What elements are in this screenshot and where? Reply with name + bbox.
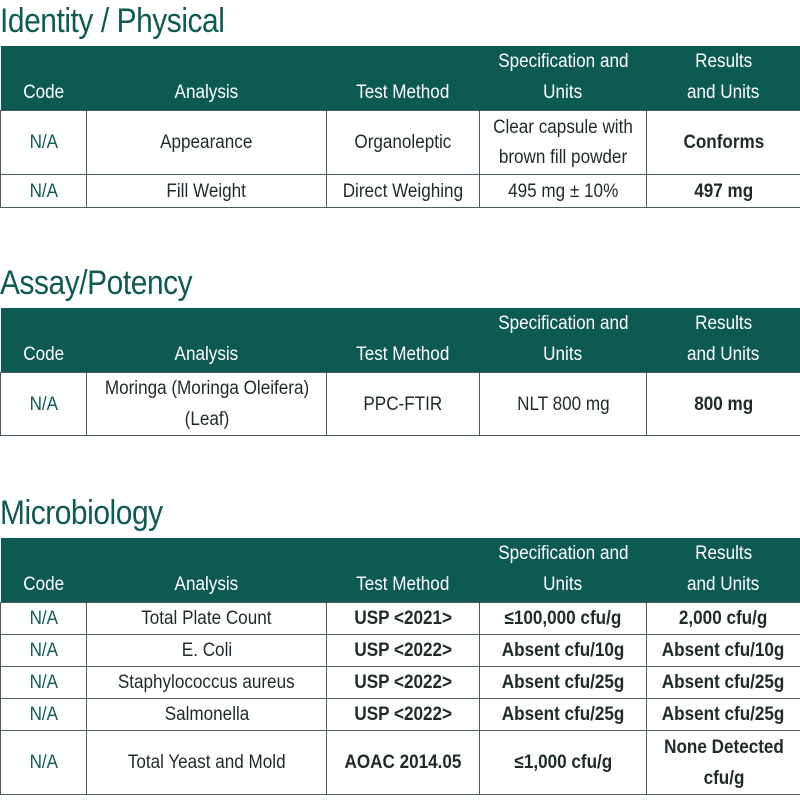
cell-code: N/A xyxy=(1,731,87,795)
cell-result: 497 mg xyxy=(647,175,800,208)
table-row xyxy=(1,603,800,635)
cell-code: N/A xyxy=(1,111,87,175)
cell-result: None Detected cfu/g xyxy=(647,731,800,795)
cell-analysis: E. Coli xyxy=(87,635,327,667)
cell-code: N/A xyxy=(1,373,87,436)
header-test-method: Test Method xyxy=(327,538,480,603)
section-title-assay: Assay/Potency xyxy=(0,264,193,302)
header-code: Code xyxy=(1,46,87,111)
cell-analysis: Fill Weight xyxy=(87,175,327,208)
cell-analysis: Salmonella xyxy=(87,699,327,731)
cell-analysis: Appearance xyxy=(87,111,327,175)
cell-spec: 495 mg ± 10% xyxy=(480,175,647,208)
section-title-microbiology: Microbiology xyxy=(0,494,163,532)
table-row xyxy=(1,667,800,699)
cell-method: PPC-FTIR xyxy=(327,373,480,436)
table-row xyxy=(1,699,800,731)
cell-code: N/A xyxy=(1,603,87,635)
header-results: Results and Units xyxy=(647,308,800,373)
cell-method: AOAC 2014.05 xyxy=(327,731,480,795)
cell-spec: Absent cfu/25g xyxy=(480,667,647,699)
table-row xyxy=(1,373,800,436)
microbiology-table xyxy=(0,538,800,795)
cell-method: USP <2021> xyxy=(327,603,480,635)
cell-analysis: Staphylococcus aureus xyxy=(87,667,327,699)
table-header-row xyxy=(1,46,800,111)
cell-code: N/A xyxy=(1,699,87,731)
header-code: Code xyxy=(1,538,87,603)
section-title-identity: Identity / Physical xyxy=(0,2,225,40)
cell-result: Absent cfu/25g xyxy=(647,699,800,731)
cell-spec: ≤1,000 cfu/g xyxy=(480,731,647,795)
cell-code: N/A xyxy=(1,635,87,667)
table-row xyxy=(1,731,800,795)
header-analysis: Analysis xyxy=(87,46,327,111)
header-test-method: Test Method xyxy=(327,46,480,111)
header-specification: Specification and Units xyxy=(480,538,647,603)
cell-spec: Absent cfu/25g xyxy=(480,699,647,731)
cell-spec: NLT 800 mg xyxy=(480,373,647,436)
cell-code: N/A xyxy=(1,667,87,699)
cell-analysis: Total Plate Count xyxy=(87,603,327,635)
header-analysis: Analysis xyxy=(87,308,327,373)
assay-table xyxy=(0,308,800,436)
cell-method: USP <2022> xyxy=(327,699,480,731)
cell-analysis: Moringa (Moringa Oleifera)(Leaf) xyxy=(87,373,327,436)
cell-spec: Clear capsule with brown fill powder xyxy=(480,111,647,175)
header-results: Results and Units xyxy=(647,538,800,603)
header-code: Code xyxy=(1,308,87,373)
cell-method: Organoleptic xyxy=(327,111,480,175)
header-test-method: Test Method xyxy=(327,308,480,373)
cell-method: USP <2022> xyxy=(327,635,480,667)
header-specification: Specification and Units xyxy=(480,46,647,111)
table-row xyxy=(1,635,800,667)
cell-spec: ≤100,000 cfu/g xyxy=(480,603,647,635)
cell-result: 2,000 cfu/g xyxy=(647,603,800,635)
cell-result: 800 mg xyxy=(647,373,800,436)
cell-spec: Absent cfu/10g xyxy=(480,635,647,667)
table-header-row xyxy=(1,538,800,603)
table-row xyxy=(1,175,800,208)
header-results: Results and Units xyxy=(647,46,800,111)
cell-result: Absent cfu/10g xyxy=(647,635,800,667)
header-specification: Specification and Units xyxy=(480,308,647,373)
identity-table xyxy=(0,46,800,208)
cell-method: Direct Weighing xyxy=(327,175,480,208)
cell-code: N/A xyxy=(1,175,87,208)
header-analysis: Analysis xyxy=(87,538,327,603)
cell-result: Conforms xyxy=(647,111,800,175)
table-row xyxy=(1,111,800,175)
cell-result: Absent cfu/25g xyxy=(647,667,800,699)
table-header-row xyxy=(1,308,800,373)
cell-method: USP <2022> xyxy=(327,667,480,699)
cell-analysis: Total Yeast and Mold xyxy=(87,731,327,795)
